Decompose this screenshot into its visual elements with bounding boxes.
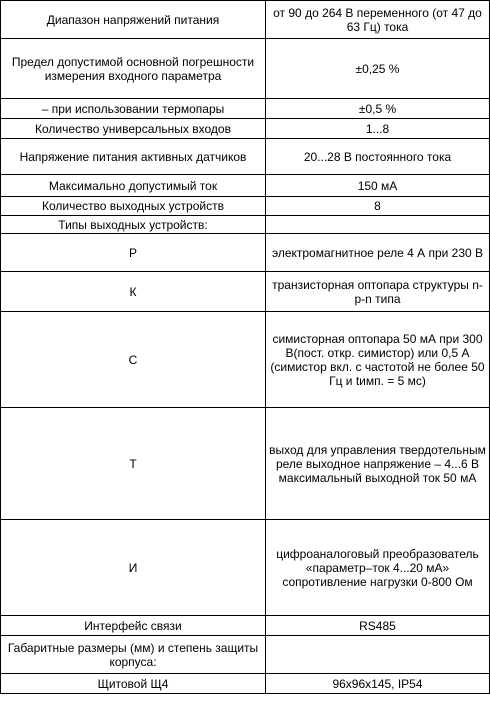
param-cell [1, 234, 266, 272]
param-value: 20...28 В постоянного тока [303, 149, 452, 164]
value-cell [266, 1, 490, 39]
param-cell [1, 216, 266, 234]
param-label: Максимально допустимый ток [48, 178, 218, 193]
value-cell [266, 39, 490, 99]
param-label: Количество выходных устройств [42, 199, 224, 213]
value-cell [266, 408, 490, 520]
param-value: 1...8 [365, 121, 390, 136]
param-label: С [128, 352, 138, 367]
param-cell [1, 139, 266, 175]
param-label: Предел допустимой основной погрешности измерения входного параметра [11, 54, 255, 83]
value-cell [266, 674, 490, 694]
table-row [1, 99, 490, 119]
value-cell [266, 99, 490, 119]
param-value: 150 мА [357, 178, 398, 193]
param-value: ±0,5 % [358, 101, 397, 116]
table-row [1, 139, 490, 175]
value-cell [266, 216, 490, 234]
table-row [1, 39, 490, 99]
param-label: И [128, 560, 138, 575]
value-cell [266, 312, 490, 408]
param-cell [1, 312, 266, 408]
param-label: Диапазон напряжений питания [46, 12, 220, 27]
value-cell [266, 197, 490, 216]
table-row [1, 312, 490, 408]
param-label: Интерфейс связи [84, 618, 182, 633]
param-cell [1, 272, 266, 312]
param-value: выход для управления твердотельным реле выходное напряжение – 4...6 В максимальный выходной ток 50 мА [269, 442, 486, 485]
param-cell [1, 39, 266, 99]
table-row [1, 674, 490, 694]
param-label: Количество универсальных входов [35, 121, 231, 136]
param-cell [1, 175, 266, 197]
param-value: 96x96x145, IP54 [332, 676, 423, 691]
table-row [1, 197, 490, 216]
param-cell [1, 99, 266, 119]
param-value: симисторная оптопара 50 мА при 300 В(пост. откр. симистор) или 0,5 А (симистор вкл. с частотой не более 50 Гц и tимп. = 5 мс) [270, 331, 485, 388]
table-row [1, 175, 490, 197]
table-row [1, 636, 490, 674]
value-cell [266, 119, 490, 139]
param-cell [1, 520, 266, 616]
value-cell [266, 636, 490, 674]
param-label: К [129, 284, 137, 299]
table-row [1, 234, 490, 272]
param-label: Р [128, 245, 137, 260]
table-row [1, 616, 490, 636]
table-row [1, 520, 490, 616]
value-cell [266, 139, 490, 175]
table-row [1, 408, 490, 520]
table-row [1, 119, 490, 139]
param-label: Т [129, 456, 137, 471]
table-row [1, 216, 490, 234]
param-label: Напряжение питания активных датчиков [19, 149, 247, 164]
param-cell [1, 674, 266, 694]
value-cell [266, 272, 490, 312]
param-label: Габаритные размеры (мм) и степень защиты корпуса: [7, 640, 259, 669]
param-cell [1, 636, 266, 674]
param-cell [1, 1, 266, 39]
param-value: цифроаналоговый преобразователь «параметр–ток 4...20 мА» сопротивление нагрузки 0-800 Ом [276, 546, 479, 589]
param-cell [1, 408, 266, 520]
param-cell [1, 197, 266, 216]
value-cell [266, 234, 490, 272]
param-value: транзисторная оптопара структуры n-p-n типа [272, 277, 483, 306]
value-cell [266, 520, 490, 616]
table-row [1, 1, 490, 39]
param-label: – при использовании термопары [41, 101, 225, 116]
param-value: от 90 до 264 В переменного (от 47 до 63 Гц) тока [273, 5, 482, 34]
table-row [1, 272, 490, 312]
param-label: Типы выходных устройств: [58, 217, 208, 232]
param-label: Щитовой Щ4 [97, 676, 169, 691]
value-cell [266, 616, 490, 636]
param-value: RS485 [359, 618, 396, 633]
param-value: электромагнитное реле 4 А при 230 В [271, 245, 484, 260]
value-cell [266, 175, 490, 197]
param-cell [1, 616, 266, 636]
param-value: ±0,25 % [355, 61, 400, 76]
param-cell [1, 119, 266, 139]
param-value: 8 [374, 199, 381, 213]
